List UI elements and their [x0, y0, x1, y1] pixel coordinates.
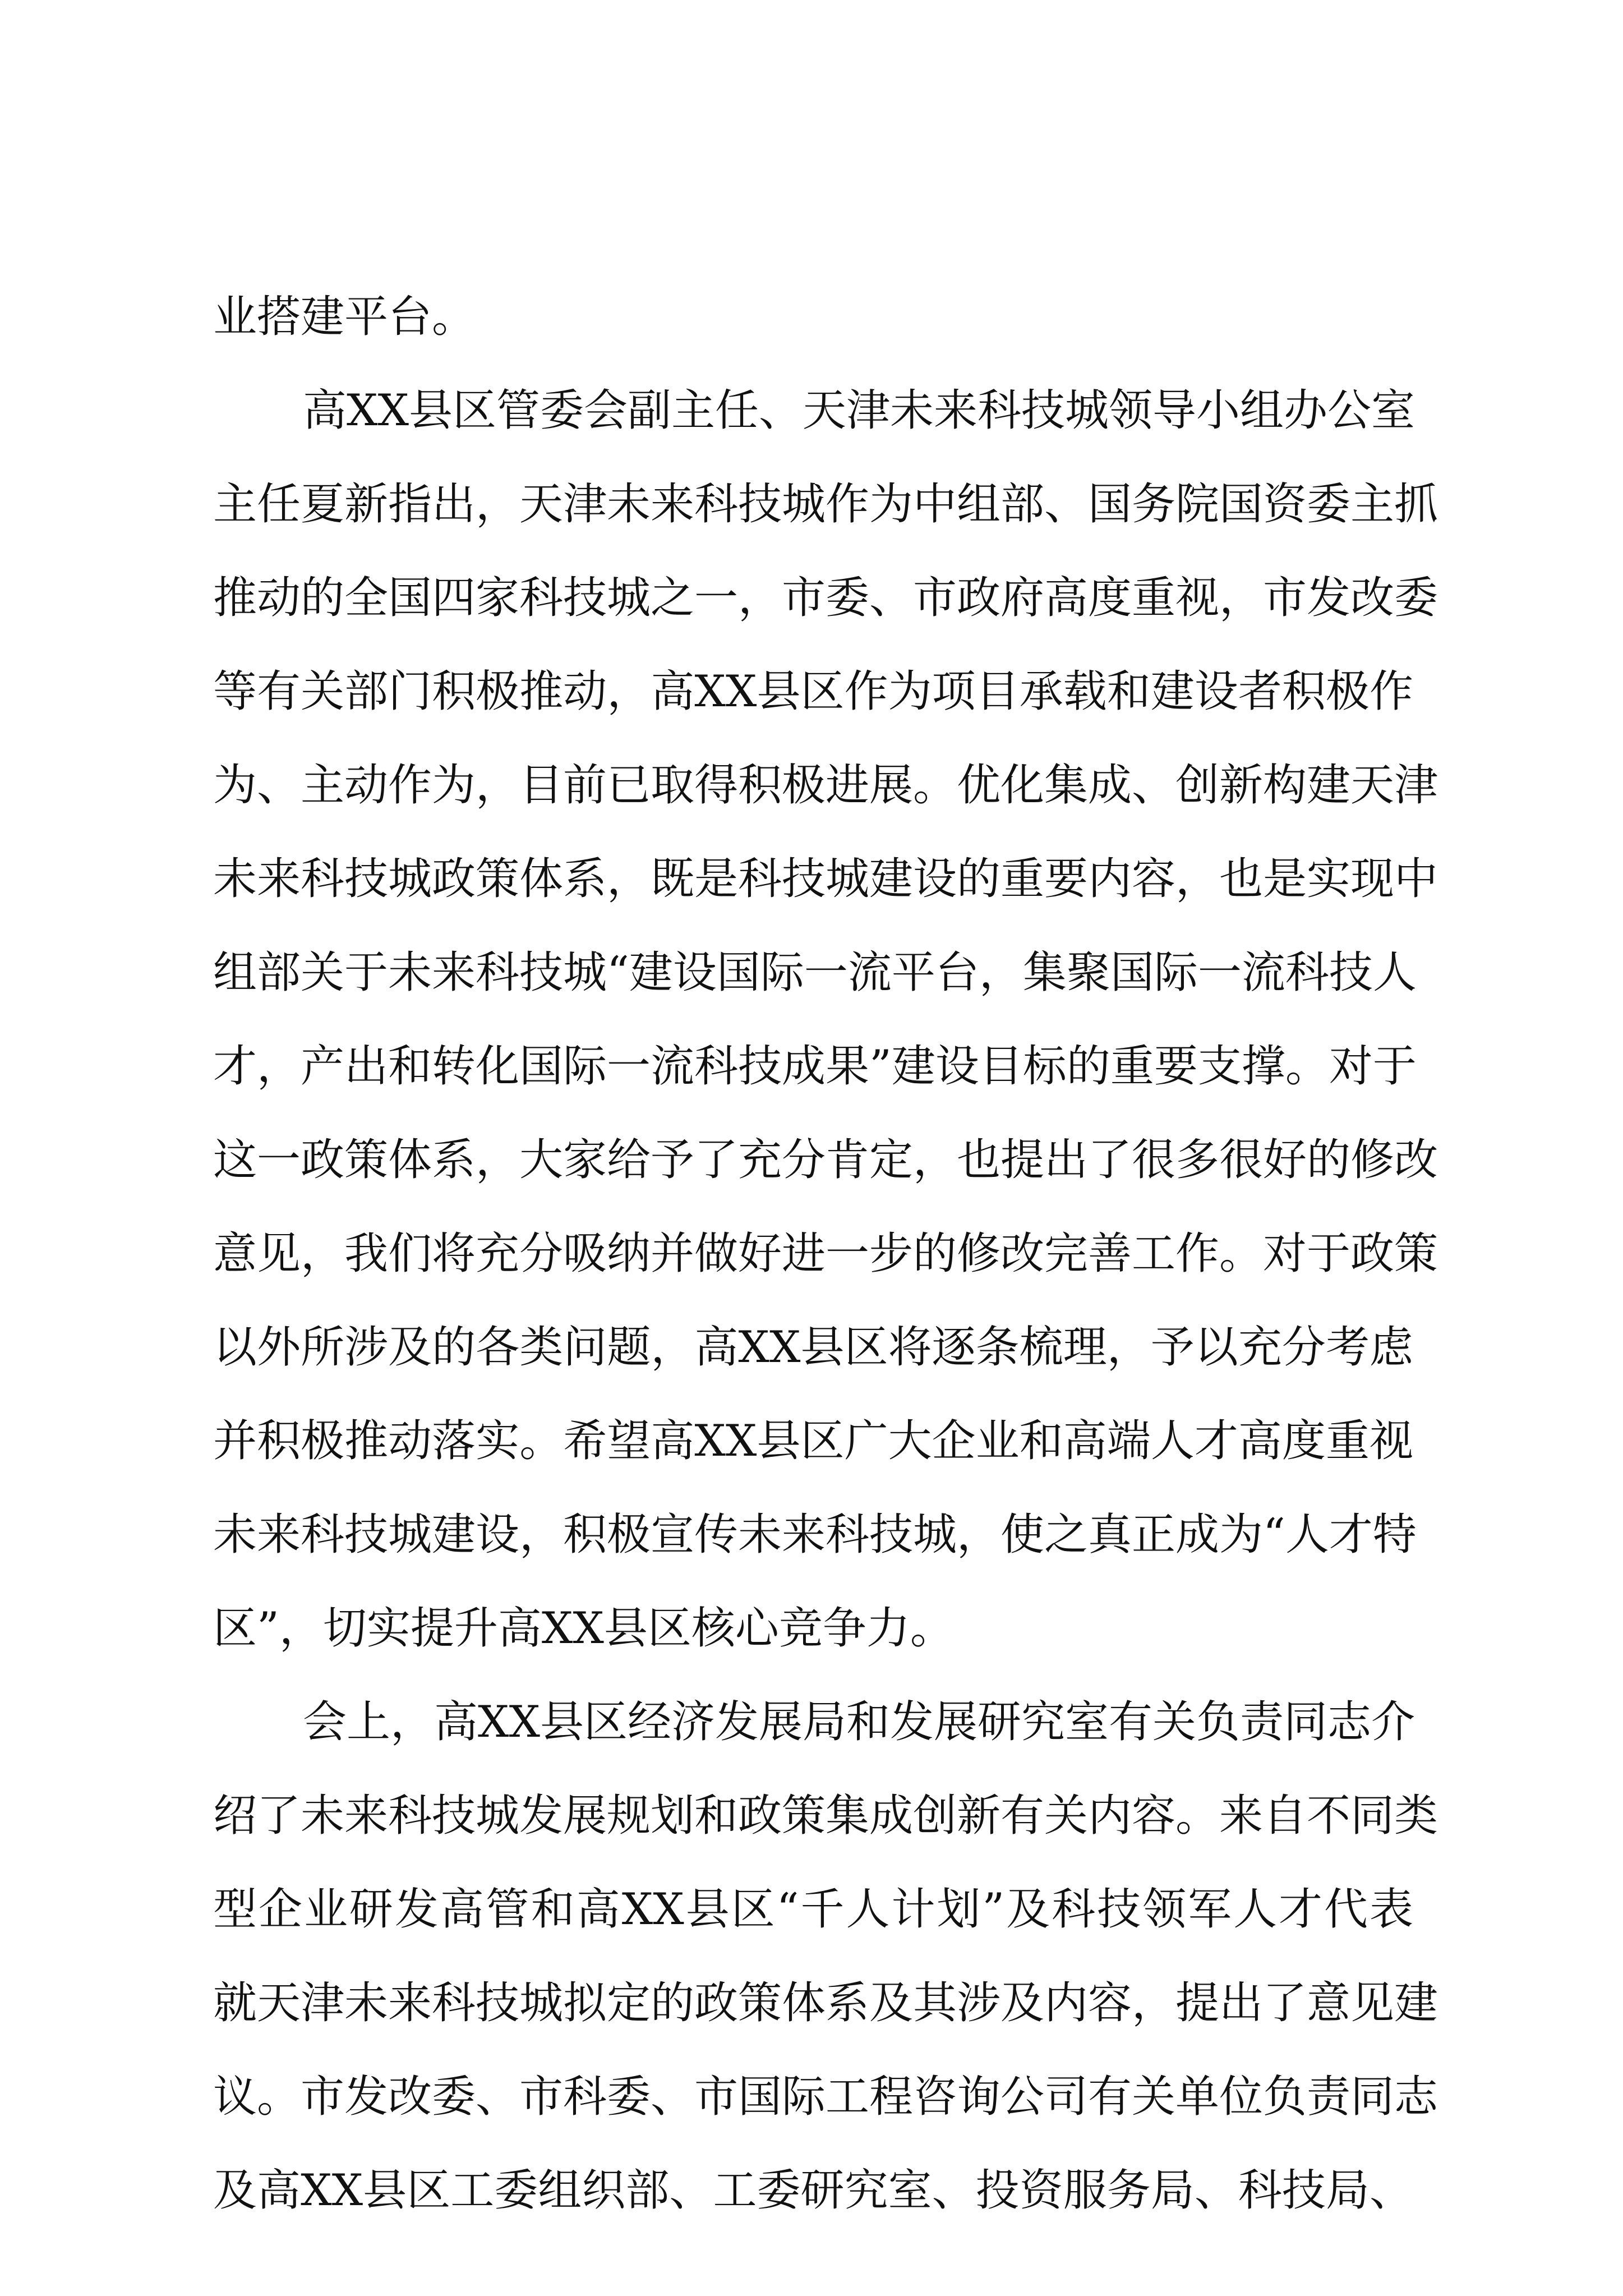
- paragraph-first-line: 会上，高XX县区经济发展局和发展研究室有关负责同志介: [303, 1697, 1415, 1747]
- text-line: 主任夏新指出，天津未来科技城作为中组部、国务院国资委主抓: [213, 479, 1438, 530]
- text-line: 才，产出和转化国际一流科技成果”建设目标的重要支撑。对于: [213, 1041, 1417, 1092]
- paragraph-first-line: 高XX县区管委会副主任、天津未来科技城领导小组办公室: [303, 385, 1415, 436]
- text-line: 以外所涉及的各类问题，高XX县区将逐条梳理，予以充分考虑: [213, 1322, 1413, 1373]
- text-line: 及高XX县区工委组织部、工委研究室、投资服务局、科技局、: [213, 2165, 1413, 2216]
- text-line: 区”，切实提升高XX县区核心竞争力。: [213, 1603, 954, 1654]
- text-line: 推动的全国四家科技城之一，市委、市政府高度重视，市发改委: [213, 573, 1438, 623]
- text-line: 型企业研发高管和高XX县区“千人计划”及科技领军人才代表: [213, 1884, 1413, 1935]
- text-line: 未来科技城政策体系，既是科技城建设的重要内容，也是实现中: [213, 854, 1438, 904]
- text-line: 议。市发改委、市科委、市国际工程咨询公司有关单位负责同志: [213, 2072, 1438, 2122]
- text-line: 业搭建平台。: [213, 292, 476, 342]
- text-line: 未来科技城建设，积极宣传未来科技城，使之真正成为“人才特: [213, 1510, 1417, 1560]
- text-line: 组部关于未来科技城“建设国际一流平台，集聚国际一流科技人: [213, 947, 1417, 998]
- text-line: 等有关部门积极推动，高XX县区作为项目承载和建设者积极作: [213, 666, 1413, 717]
- text-line: 这一政策体系，大家给予了充分肯定，也提出了很多很好的修改: [213, 1135, 1438, 1185]
- text-line: 并积极推动落实。希望高XX县区广大企业和高端人才高度重视: [213, 1416, 1413, 1466]
- text-line: 绍了未来科技城发展规划和政策集成创新有关内容。来自不同类: [213, 1791, 1438, 1841]
- text-line: 就天津未来科技城拟定的政策体系及其涉及内容，提出了意见建: [213, 1978, 1438, 2028]
- text-line: 为、主动作为，目前已取得积极进展。优化集成、创新构建天津: [213, 760, 1438, 811]
- text-line: 意见，我们将充分吸纳并做好进一步的修改完善工作。对于政策: [213, 1228, 1438, 1279]
